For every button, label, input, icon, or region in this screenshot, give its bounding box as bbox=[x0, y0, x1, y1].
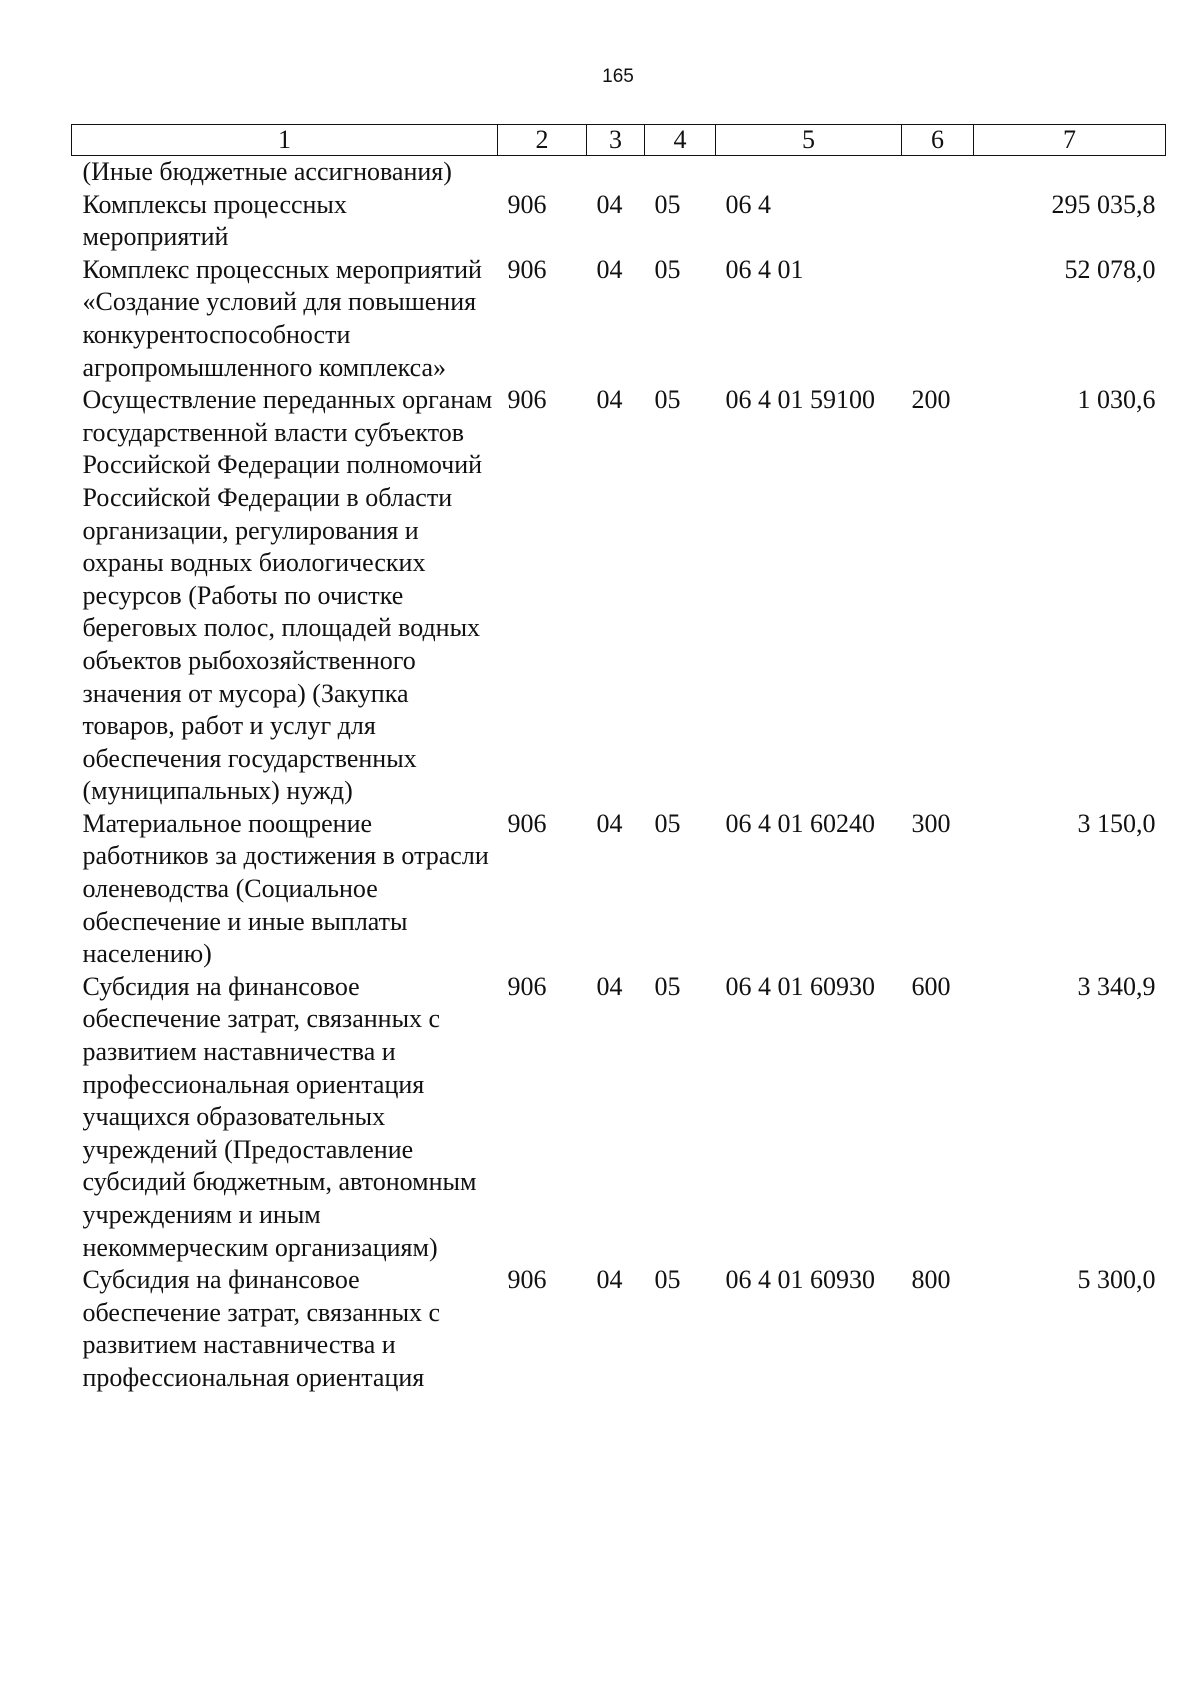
amount-cell: 5 300,0 bbox=[1077, 1265, 1156, 1295]
expense-type-cell bbox=[902, 254, 974, 384]
expense-name-cell: Субсидия на финансовое обеспечение затрат, связанных с развитием наставничества и профессиональная ориентация bbox=[82, 1265, 441, 1392]
page-number: 165 bbox=[602, 66, 634, 87]
column-header: 6 bbox=[902, 125, 974, 156]
column-header: 4 bbox=[645, 125, 716, 156]
column-header: 3 bbox=[587, 125, 645, 156]
amount-cell: 1 030,6 bbox=[1077, 385, 1156, 415]
expense-type-cell bbox=[902, 156, 974, 189]
table-row bbox=[72, 384, 1166, 808]
expense-name-cell: Осуществление переданных органам государственной власти субъектов Российской Федерации полномочий Российской Федерации в области организации, регулирования и охраны водных биологических ресурсов (Работы по очистке береговых полос, площадей водных объектов рыбохозяйственного значения от мусора) (Закупка товаров, работ и услуг для обеспечения государственных (муниципальных) нужд) bbox=[82, 385, 493, 806]
column-header: 5 bbox=[716, 125, 902, 156]
table-row bbox=[72, 189, 1166, 254]
subsection-code-cell bbox=[645, 156, 716, 189]
budget-table bbox=[71, 124, 1166, 1395]
target-item-cell: 06 4 bbox=[725, 189, 771, 219]
ministry-code-cell: 906 bbox=[507, 254, 547, 284]
subsection-code-cell: 05 bbox=[654, 189, 681, 219]
expense-name-cell: Субсидия на финансовое обеспечение затрат, связанных с развитием наставничества и профессиональная ориентация учащихся образовательных учреждений (Предоставление субсидий бюджетным, автономным учреждениям и иным некоммерческим организациям) bbox=[82, 971, 477, 1262]
expense-type-cell: 300 bbox=[911, 808, 951, 838]
section-code-cell: 04 bbox=[596, 808, 623, 838]
target-item-cell: 06 4 01 60240 bbox=[725, 808, 875, 838]
subsection-code-cell: 05 bbox=[654, 385, 681, 415]
ministry-code-cell bbox=[498, 156, 587, 189]
section-code-cell: 04 bbox=[596, 1265, 623, 1295]
ministry-code-cell: 906 bbox=[507, 971, 547, 1001]
section-code-cell bbox=[587, 156, 645, 189]
column-header: 2 bbox=[498, 125, 587, 156]
column-header: 1 bbox=[72, 125, 498, 156]
target-item-cell: 06 4 01 bbox=[725, 254, 804, 284]
expense-name-cell: (Иные бюджетные ассигнования) bbox=[82, 157, 452, 186]
expense-type-cell bbox=[902, 189, 974, 254]
target-item-cell: 06 4 01 60930 bbox=[725, 971, 875, 1001]
amount-cell: 295 035,8 bbox=[1051, 189, 1156, 219]
ministry-code-cell: 906 bbox=[507, 808, 547, 838]
table-row bbox=[72, 156, 1166, 189]
ministry-code-cell: 906 bbox=[507, 385, 547, 415]
subsection-code-cell: 05 bbox=[654, 1265, 681, 1295]
section-code-cell: 04 bbox=[596, 254, 623, 284]
amount-cell: 3 150,0 bbox=[1077, 808, 1156, 838]
expense-name-cell: Комплексы процессных мероприятий bbox=[82, 189, 347, 252]
subsection-code-cell: 05 bbox=[654, 971, 681, 1001]
table-row bbox=[72, 1264, 1166, 1394]
subsection-code-cell: 05 bbox=[654, 808, 681, 838]
table-row bbox=[72, 254, 1166, 384]
amount-cell: 3 340,9 bbox=[1077, 971, 1156, 1001]
ministry-code-cell: 906 bbox=[507, 1265, 547, 1295]
amount-cell bbox=[974, 156, 1166, 189]
table-row bbox=[72, 808, 1166, 971]
ministry-code-cell: 906 bbox=[507, 189, 547, 219]
expense-type-cell: 600 bbox=[911, 971, 951, 1001]
expense-type-cell: 200 bbox=[911, 385, 951, 415]
table-header-row bbox=[72, 125, 1166, 156]
column-header: 7 bbox=[974, 125, 1166, 156]
target-item-cell: 06 4 01 59100 bbox=[725, 385, 875, 415]
section-code-cell: 04 bbox=[596, 971, 623, 1001]
expense-name-cell: Материальное поощрение работников за достижения в отрасли оленеводства (Социальное обеспечение и иные выплаты населению) bbox=[82, 808, 489, 969]
expense-name-cell: Комплекс процессных мероприятий «Создание условий для повышения конкурентоспособности агропромышленного комплекса» bbox=[82, 254, 482, 382]
section-code-cell: 04 bbox=[596, 189, 623, 219]
amount-cell: 52 078,0 bbox=[1064, 254, 1156, 284]
subsection-code-cell: 05 bbox=[654, 254, 681, 284]
target-item-cell bbox=[716, 156, 902, 189]
section-code-cell: 04 bbox=[596, 385, 623, 415]
expense-type-cell: 800 bbox=[911, 1265, 951, 1295]
table-row bbox=[72, 971, 1166, 1264]
target-item-cell: 06 4 01 60930 bbox=[725, 1265, 875, 1295]
